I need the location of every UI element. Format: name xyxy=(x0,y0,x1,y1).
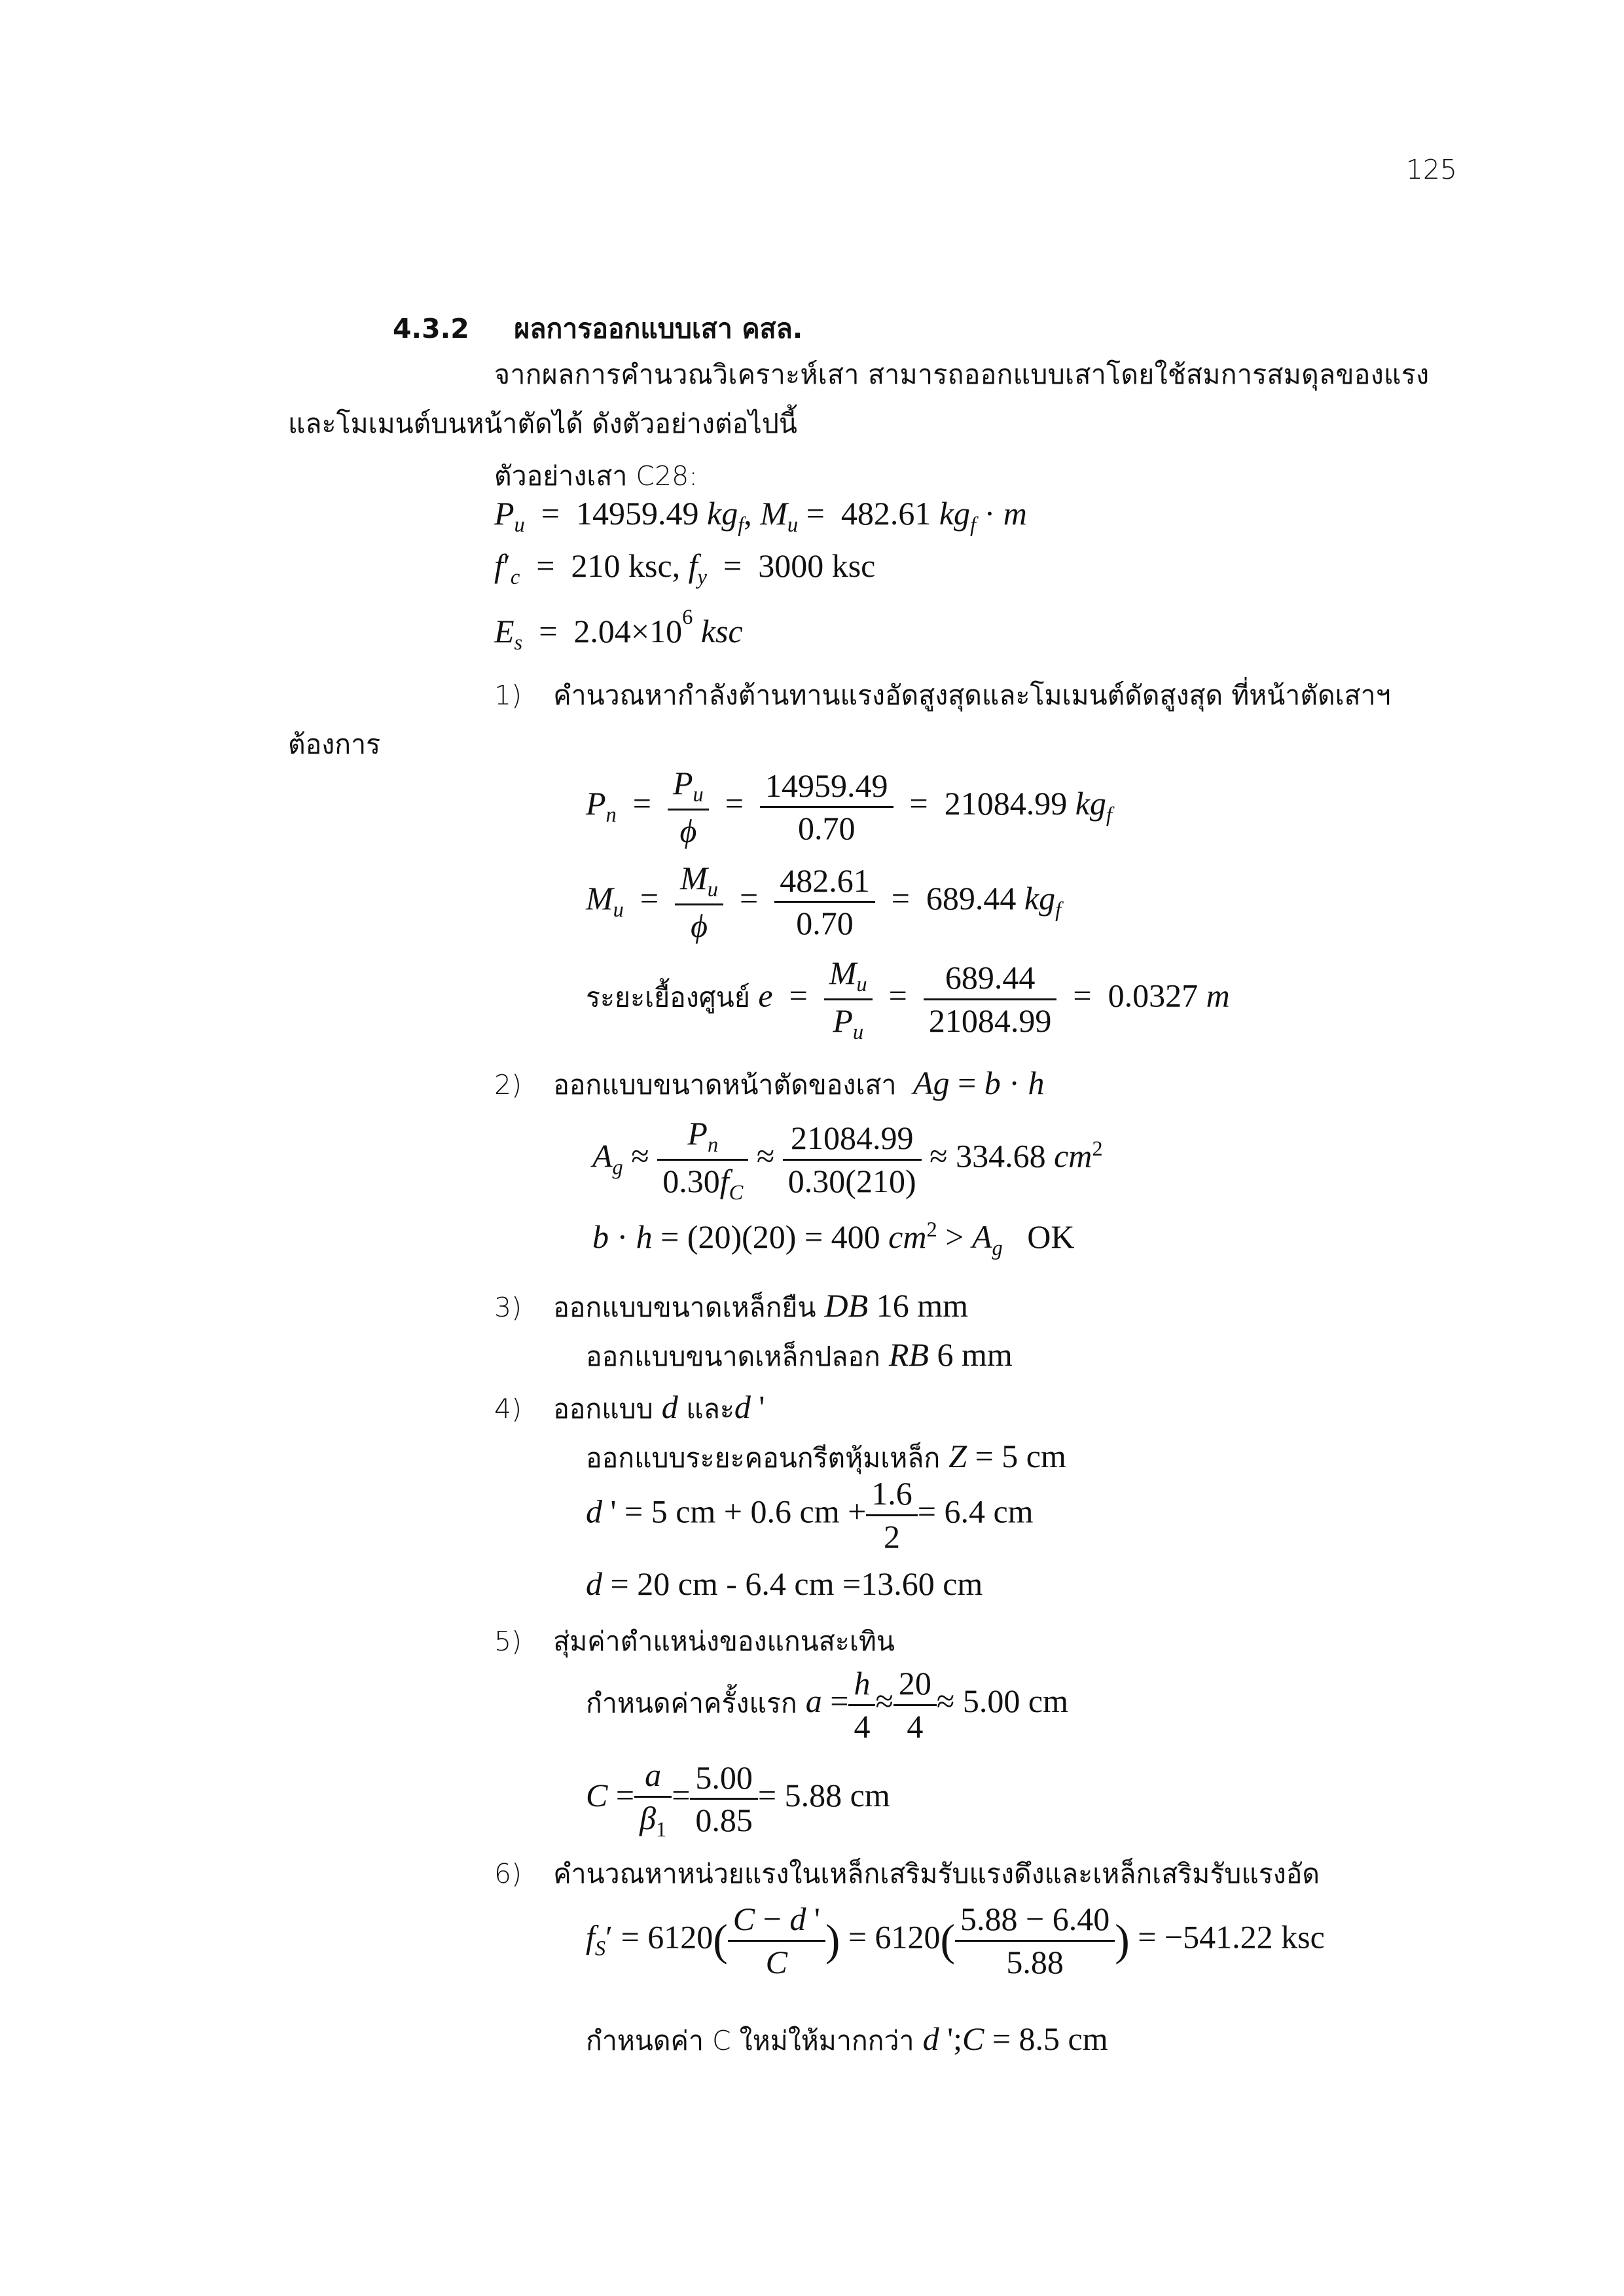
step-3-number: 3) xyxy=(494,1292,522,1323)
fs-coefficient-2: 6120 xyxy=(875,1918,941,1956)
pn-fraction-symbolic: $\frac{P_u}{\phi}$ xyxy=(668,763,709,851)
cover-value: 5 cm xyxy=(1001,1438,1066,1474)
step-5 xyxy=(494,1620,895,1663)
ag-fraction-numeric xyxy=(783,1118,922,1201)
eq-ag: $A_g$ ≈ $\frac{P_n}{0.30f_C}$ ≈ $\frac{21084.99}{0.30(210)}$ ≈ 334.68 $cm^2$ xyxy=(592,1113,1103,1206)
ecc-denominator: 21084.99 xyxy=(928,1002,1052,1039)
fs-denominator: 5.88 xyxy=(1006,1943,1064,1980)
ag-denominator: 0.30(210) xyxy=(787,1162,916,1199)
step-6-text: คำนวณหาหน่วยแรงในเหล็กเสริมรับแรงดึงและเหล็กเสริมรับแรงอัด xyxy=(553,1858,1320,1889)
pu-value: 14959.49 xyxy=(576,495,699,532)
mn-result: 689.44 xyxy=(926,880,1017,917)
step-4-number: 4) xyxy=(494,1393,522,1425)
fs-fraction-numeric xyxy=(955,1899,1115,1982)
page-number: 125 xyxy=(1405,154,1457,185)
given-es: $E_s = 2.04\times 10^6$ ksc xyxy=(494,606,743,655)
step-1-number: 1) xyxy=(494,680,522,711)
dprime-denominator: 2 xyxy=(884,1518,901,1555)
given-fc-fy: $f'_c = 210$ ksc, $f_y = 3000$ ksc xyxy=(494,547,876,589)
step-4-text: ออกแบบ xyxy=(553,1393,653,1425)
cover-label: ออกแบบระยะคอนกรีตหุ้มเหล็ก xyxy=(586,1442,941,1474)
dprime-numerator: 1.6 xyxy=(866,1473,918,1516)
mn-numerator: 482.61 xyxy=(774,860,875,903)
section-number: 4.3.2 xyxy=(393,313,469,344)
step-2: 2) ออกแบบขนาดหน้าตัดของเสา Ag = b · h xyxy=(494,1065,1045,1101)
eq-fs: $f_S' = 6120$( $\frac{C - d '}{C}$ ) = 6120( $\frac{5.88 - 6.40}{5.88}$ ) = −541.22 ksc xyxy=(586,1899,1325,1982)
fs-numerator: 5.88 − 6.40 xyxy=(955,1899,1115,1942)
mn-fraction-symbolic: $\frac{M_u}{\phi}$ xyxy=(675,858,723,946)
eq-a: กำหนดค่าครั้งแรก a = $\frac{h}{4}$ ≈ $\frac{20}{4}$ ≈ 5.00 cm xyxy=(586,1663,1068,1747)
dprime-fraction xyxy=(866,1473,918,1557)
step-3-text: ออกแบบขนาดเหล็กยืน xyxy=(553,1292,816,1323)
dprime-result: = 6.4 cm xyxy=(917,1493,1034,1530)
a-numerator: 20 xyxy=(893,1663,937,1706)
bh-expression: (20)(20) = 400 xyxy=(687,1218,880,1255)
given-pu-mu: $P_u = 14959.49$ $kg_f$, $M_u = 482.61$ $kg_f \cdot m$ xyxy=(494,495,1027,537)
new-c-value: 8.5 cm xyxy=(1019,2020,1108,2057)
dprime-expression: = 5 cm + 0.6 cm + xyxy=(624,1493,867,1530)
es-exponent: 6 xyxy=(682,606,693,630)
step-5-text: สุ่มค่าตำแหน่งของแกนสะเทิน xyxy=(553,1626,895,1657)
c-denominator: 0.85 xyxy=(695,1802,753,1839)
a-h-denominator: 4 xyxy=(854,1707,871,1745)
fy-value: 3000 ksc xyxy=(758,547,876,584)
fs-result: −541.22 ksc xyxy=(1164,1918,1325,1956)
bh-ok: OK xyxy=(1027,1218,1075,1255)
step-1-continuation: ต้องการ xyxy=(288,729,381,760)
step-4: 4) ออกแบบ d และd ' xyxy=(494,1389,765,1425)
fc-value: 210 ksc xyxy=(571,547,672,584)
section-heading xyxy=(393,308,803,350)
step-5-number: 5) xyxy=(494,1626,522,1657)
a-result: 5.00 cm xyxy=(962,1683,1068,1720)
c-numerator: 5.00 xyxy=(690,1757,758,1800)
pn-result: 21084.99 xyxy=(944,785,1068,822)
mn-denominator: 0.70 xyxy=(796,905,854,942)
rb-label: ออกแบบขนาดเหล็กปลอก xyxy=(586,1341,880,1372)
ecc-fraction-symbolic: $\frac{M_u}{P_u}$ xyxy=(824,953,873,1046)
mu-value: 482.61 xyxy=(840,495,931,532)
eq-dprime: d ' = 5 cm + 0.6 cm + $\frac{1.6}{2}$ = 6.4 cm xyxy=(586,1473,1034,1557)
pn-fraction-numeric xyxy=(760,765,893,849)
es-value: 2.04×10 xyxy=(573,613,683,649)
fs-fraction-symbolic: $\frac{C - d '}{C}$ xyxy=(728,1899,825,1982)
eq-c: C = $\frac{a}{\beta_1}$ = $\frac{5.00}{0.85}$ = 5.88 cm xyxy=(586,1755,890,1843)
a-denominator: 4 xyxy=(907,1707,924,1745)
eq-d: d = 20 cm - 6.4 cm =13.60 cm xyxy=(586,1565,983,1602)
new-c-label: กำหนดค่า C ใหม่ให้มากกว่า xyxy=(586,2025,914,2056)
step-2-number: 2) xyxy=(494,1069,522,1101)
step-6-number: 6) xyxy=(494,1858,522,1889)
step-3-stirrup: ออกแบบขนาดเหล็กปลอก RB 6 mm xyxy=(586,1336,1013,1373)
step-4-cover: ออกแบบระยะคอนกรีตหุ้มเหล็ก Z = 5 cm xyxy=(586,1438,1066,1474)
intro-line-2: และโมเมนต์บนหน้าตัดได้ ดังตัวอย่างต่อไปนี้ xyxy=(288,408,797,439)
a-fraction-symbolic: $\frac{h}{4}$ xyxy=(848,1663,875,1747)
rb-size: 6 mm xyxy=(937,1336,1013,1373)
section-title: ผลการออกแบบเสา คสล. xyxy=(514,313,803,344)
step-3: 3) ออกแบบขนาดเหล็กยืน DB 16 mm xyxy=(494,1287,968,1324)
fs-coefficient: 6120 xyxy=(647,1918,713,1956)
ecc-result: 0.0327 xyxy=(1108,977,1199,1014)
eq-bh: b · h = (20)(20) = 400 $cm^2 > A_g$ OK xyxy=(592,1218,1075,1260)
step-2-text: ออกแบบขนาดหน้าตัดของเสา xyxy=(553,1069,897,1101)
a-fraction-numeric xyxy=(893,1663,937,1747)
and-word: และ xyxy=(686,1393,734,1425)
example-label: ตัวอย่างเสา C28: xyxy=(494,460,698,492)
c-result: 5.88 cm xyxy=(784,1777,890,1814)
ecc-label: ระยะเยื้องศูนย์ xyxy=(586,981,750,1013)
c-fraction-numeric xyxy=(690,1757,758,1841)
ecc-fraction-numeric xyxy=(924,957,1057,1041)
mn-fraction-numeric xyxy=(774,860,875,944)
es-unit: ksc xyxy=(700,613,743,649)
ecc-numerator: 689.44 xyxy=(924,957,1057,1000)
step-6 xyxy=(494,1853,1320,1895)
eq-pn: $P_n$ = $\frac{P_u}{\phi}$ = $\frac{14959.49}{0.70}$ = 21084.99 $kg_f$ xyxy=(586,763,1112,851)
d-expression: = 20 cm - 6.4 cm =13.60 cm xyxy=(610,1565,983,1602)
a-label: กำหนดค่าครั้งแรก xyxy=(586,1687,797,1719)
step-1-text: คำนวณหากำลังต้านทานแรงอัดสูงสุดและโมเมนต์ดัดสูงสุด ที่หน้าตัดเสาฯ xyxy=(553,680,1391,711)
eq-eccentricity: ระยะเยื้องศูนย์ e = $\frac{M_u}{P_u}$ = $\frac{689.44}{21084.99}$ = 0.0327 m xyxy=(586,953,1230,1046)
ag-result: 334.68 xyxy=(956,1137,1046,1175)
ag-fraction-symbolic: $\frac{P_n}{0.30f_C}$ xyxy=(657,1113,748,1206)
ag-numerator: 21084.99 xyxy=(783,1118,922,1161)
intro-line-1: จากผลการคำนวณวิเคราะห์เสา สามารถออกแบบเสาโดยใช้สมการสมดุลของแรง xyxy=(494,359,1430,390)
pn-denominator: 0.70 xyxy=(798,810,856,847)
ag-den-coef: 0.30 xyxy=(662,1162,720,1199)
step-1 xyxy=(494,674,1391,717)
c-fraction-symbolic: $\frac{a}{\beta_1}$ xyxy=(634,1755,672,1843)
pn-numerator: 14959.49 xyxy=(760,765,893,809)
eq-mn: $M_u$ = $\frac{M_u}{\phi}$ = $\frac{482.61}{0.70}$ = 689.44 $kg_f$ xyxy=(586,858,1061,946)
db-size: 16 mm xyxy=(876,1287,968,1324)
new-c-line: กำหนดค่า C ใหม่ให้มากกว่า d ';C = 8.5 cm xyxy=(586,2020,1108,2057)
